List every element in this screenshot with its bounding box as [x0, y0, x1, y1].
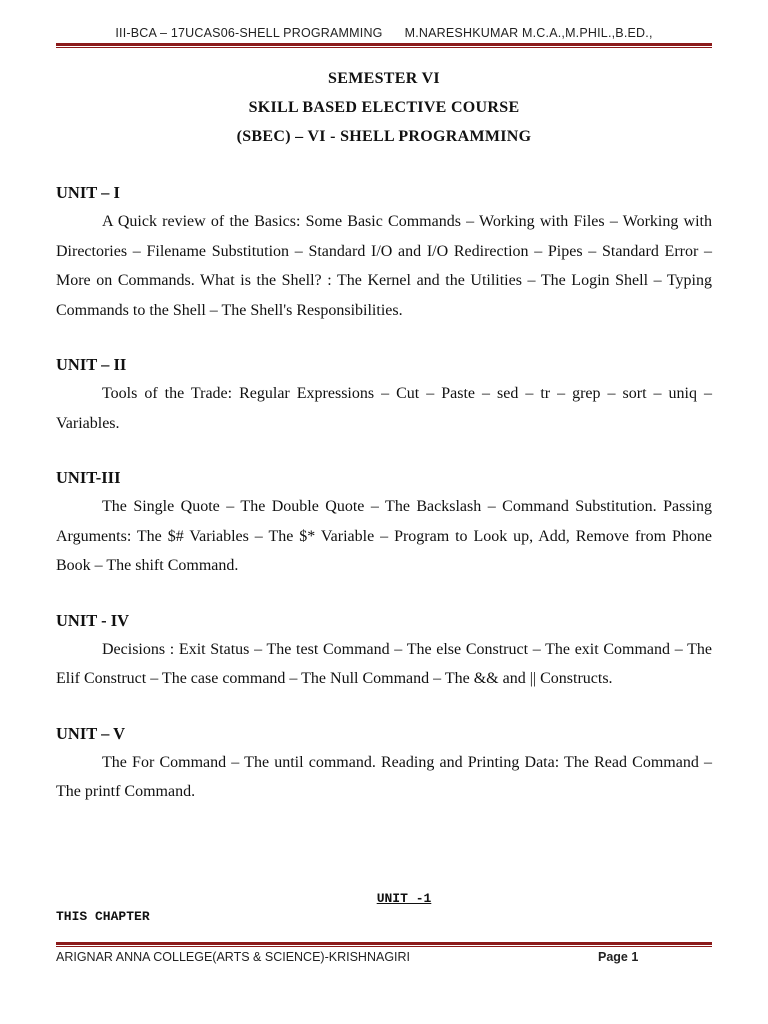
subunit-heading: UNIT -1 [376, 891, 432, 906]
unit-description: Tools of the Trade: Regular Expressions – Cut – Paste – sed – tr – grep – sort – uniq – Variables. [56, 385, 712, 432]
syllabus-content [56, 178, 712, 807]
chapter-heading: THIS CHAPTER [56, 909, 150, 924]
unit-section [56, 606, 712, 694]
unit-heading: UNIT – I [56, 183, 120, 202]
unit-description: The For Command – The until command. Reading and Printing Data: The Read Command – The printf Command. [56, 753, 712, 800]
unit-heading: UNIT – II [56, 355, 127, 374]
title-semester: SEMESTER VI [328, 70, 440, 87]
unit-section [56, 463, 712, 581]
footer-college: ARIGNAR ANNA COLLEGE(ARTS & SCIENCE)-KRISHNAGIRI [56, 950, 411, 964]
unit-heading: UNIT-III [56, 468, 121, 487]
document-titles [56, 64, 712, 151]
page-header [56, 26, 712, 40]
title-course-name: (SBEC) – VI - SHELL PROGRAMMING [236, 128, 532, 145]
page-number: Page 1 [598, 950, 639, 964]
unit-heading: UNIT - IV [56, 610, 130, 630]
unit-description: Decisions : Exit Status – The test Command – The else Construct – The exit Command – The Elif Construct – The case command – The Null Command – The && and || Constructs. [56, 640, 712, 687]
unit-description: The Single Quote – The Double Quote – The Backslash – Command Substitution. Passing Arguments: The $# Variables – The $* Variable – Program to Look up, Add, Remove from Phone Book – The shift Command. [56, 498, 712, 574]
unit-section [56, 178, 712, 325]
unit-heading: UNIT – V [56, 723, 126, 743]
header-course: III-BCA – 17UCAS06-SHELL PROGRAMMING [115, 26, 383, 40]
unit-section [56, 350, 712, 438]
header-author: M.NARESHKUMAR M.C.A.,M.PHIL.,B.ED., [404, 26, 653, 40]
header-rule [56, 43, 712, 48]
unit-description: A Quick review of the Basics: Some Basic Commands – Working with Files – Working with Directories – Filename Substitution – Standard I/O and I/O Redirection – Pipes – Standard Error – More on Commands. What is the Shell? : The Kernel and the Utilities – The Login Shell – Typing Commands to the Shell – The Shell's Responsibilities. [56, 213, 712, 319]
title-course-type: SKILL BASED ELECTIVE COURSE [248, 99, 520, 116]
unit-section [56, 719, 712, 807]
footer-rule [56, 942, 712, 947]
